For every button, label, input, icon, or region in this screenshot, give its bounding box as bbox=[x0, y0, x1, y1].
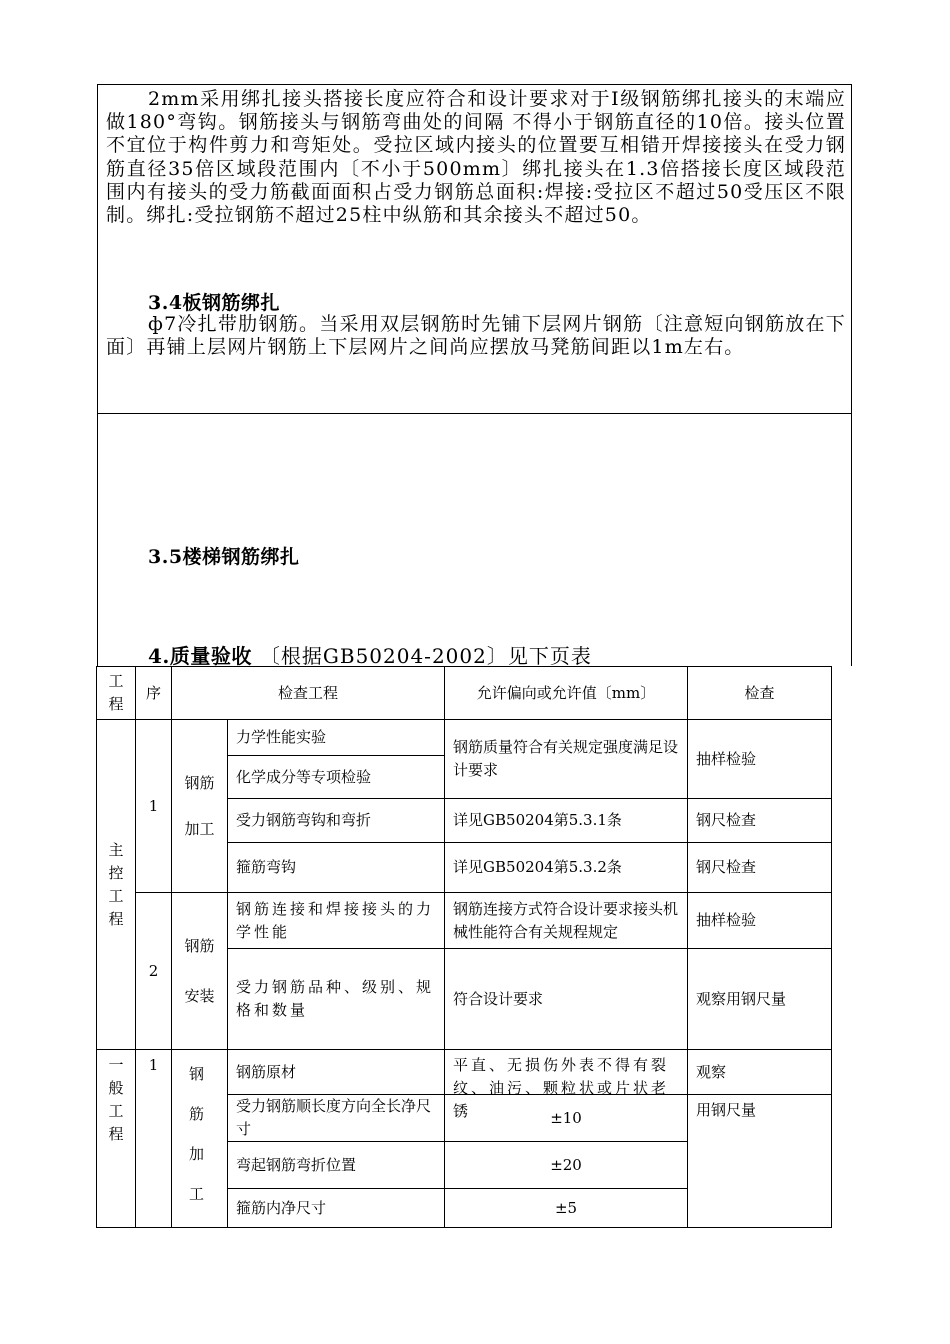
table-row bbox=[97, 1050, 832, 1095]
quality-acceptance-table bbox=[96, 666, 832, 1228]
paragraph-rebar-splicing-text: 2mm采用绑扎接头搭接长度应符合和设计要求对于Ⅰ级钢筋绑扎接头的末端应做180°弯钩。钢筋接头与钢筋弯曲处的间隔 不得小于钢筋直径的10倍。接头位置不宜位于构件剪力和弯矩处。受拉区域内接头的位置要互相错开焊接接头在受力钢筋直径35倍区域段范围内〔不小于500mm〕绑扎接头在1.3倍搭接长度区域段范围内有接头的受力筋截面面积占受力钢筋总面积:焊接:受拉区不超过50受压区不限制。绑扎:受拉钢筋不超过25柱中纵筋和其余接头不超过50。 bbox=[106, 88, 846, 227]
header-check: 检查 bbox=[688, 667, 832, 720]
table-header-row bbox=[97, 667, 832, 720]
table-row bbox=[97, 893, 832, 949]
tolerance-cell: ±5 bbox=[445, 1189, 688, 1228]
item-cell: 受力钢筋品种、级别、规格和数量 bbox=[228, 949, 445, 1050]
tolerance-cell: 详见GB50204第5.3.1条 bbox=[445, 799, 688, 843]
item-cell: 力学性能实验 bbox=[228, 720, 445, 756]
check-cell: 观察用钢尺量 bbox=[688, 949, 832, 1050]
process-general-1: 钢筋加工 bbox=[172, 1050, 228, 1228]
process-main-2: 钢筋安装 bbox=[172, 893, 228, 1050]
table-row bbox=[97, 720, 832, 756]
paragraph-slab-rebar bbox=[106, 313, 846, 359]
group-general: 一般工程 bbox=[97, 1050, 136, 1228]
tolerance-cell: 符合设计要求 bbox=[445, 949, 688, 1050]
item-cell: 弯起钢筋弯折位置 bbox=[228, 1142, 445, 1189]
tolerance-cell: ±10 bbox=[445, 1095, 688, 1142]
item-cell: 箍筋弯钩 bbox=[228, 843, 445, 893]
heading-3-4: 3.4板钢筋绑扎 bbox=[148, 292, 281, 314]
seq-general-1: 1 bbox=[136, 1050, 172, 1228]
tolerance-text: 平直、无损伤外表不得有裂纹、油污、颗粒状或片状老锈 bbox=[453, 1056, 670, 1120]
item-cell: 钢筋连接和焊接接头的力学性能 bbox=[228, 893, 445, 949]
check-cell: 观察 bbox=[688, 1050, 832, 1095]
check-cell: 钢尺检查 bbox=[688, 843, 832, 893]
tolerance-cell: ±20 bbox=[445, 1142, 688, 1189]
heading-4-title: 4.质量验收 bbox=[148, 644, 252, 668]
heading-4 bbox=[148, 640, 592, 669]
check-cell: 抽样检验 bbox=[688, 893, 832, 949]
header-project: 工程 bbox=[97, 667, 136, 720]
process-main-1: 钢筋加工 bbox=[172, 720, 228, 893]
header-item: 检查工程 bbox=[172, 667, 445, 720]
check-cell: 用钢尺量 bbox=[688, 1095, 832, 1228]
check-cell: 抽样检验 bbox=[688, 720, 832, 799]
item-cell: 箍筋内净尺寸 bbox=[228, 1189, 445, 1228]
paragraph-slab-rebar-text: ф7冷扎带肋钢筋。当采用双层钢筋时先铺下层网片钢筋〔注意短向钢筋放在下面〕再铺上层网片钢筋上下层网片之间尚应摆放马凳筋间距以1m左右。 bbox=[106, 313, 846, 359]
tolerance-cell: 钢筋连接方式符合设计要求接头机械性能符合有关规程规定 bbox=[445, 893, 688, 949]
header-seq: 序 bbox=[136, 667, 172, 720]
seq-main-1: 1 bbox=[136, 720, 172, 893]
tolerance-cell: 详见GB50204第5.3.2条 bbox=[445, 843, 688, 893]
check-cell: 钢尺检查 bbox=[688, 799, 832, 843]
heading-4-note: 〔根据GB50204-2002〕见下页表 bbox=[259, 644, 592, 668]
item-cell: 钢筋原材 bbox=[228, 1050, 445, 1095]
text-frame-middle bbox=[97, 414, 852, 666]
header-tolerance: 允许偏向或允许值〔mm〕 bbox=[445, 667, 688, 720]
tolerance-cell: 钢筋质量符合有关规定强度满足设计要求 bbox=[445, 720, 688, 799]
item-cell: 受力钢筋弯钩和弯折 bbox=[228, 799, 445, 843]
paragraph-rebar-splicing bbox=[106, 88, 846, 227]
group-main-control: 主控工程 bbox=[97, 720, 136, 1050]
item-cell: 受力钢筋顺长度方向全长净尺寸 bbox=[228, 1095, 445, 1142]
seq-main-2: 2 bbox=[136, 893, 172, 1050]
heading-3-5: 3.5楼梯钢筋绑扎 bbox=[148, 546, 300, 568]
item-cell: 化学成分等专项检验 bbox=[228, 756, 445, 799]
